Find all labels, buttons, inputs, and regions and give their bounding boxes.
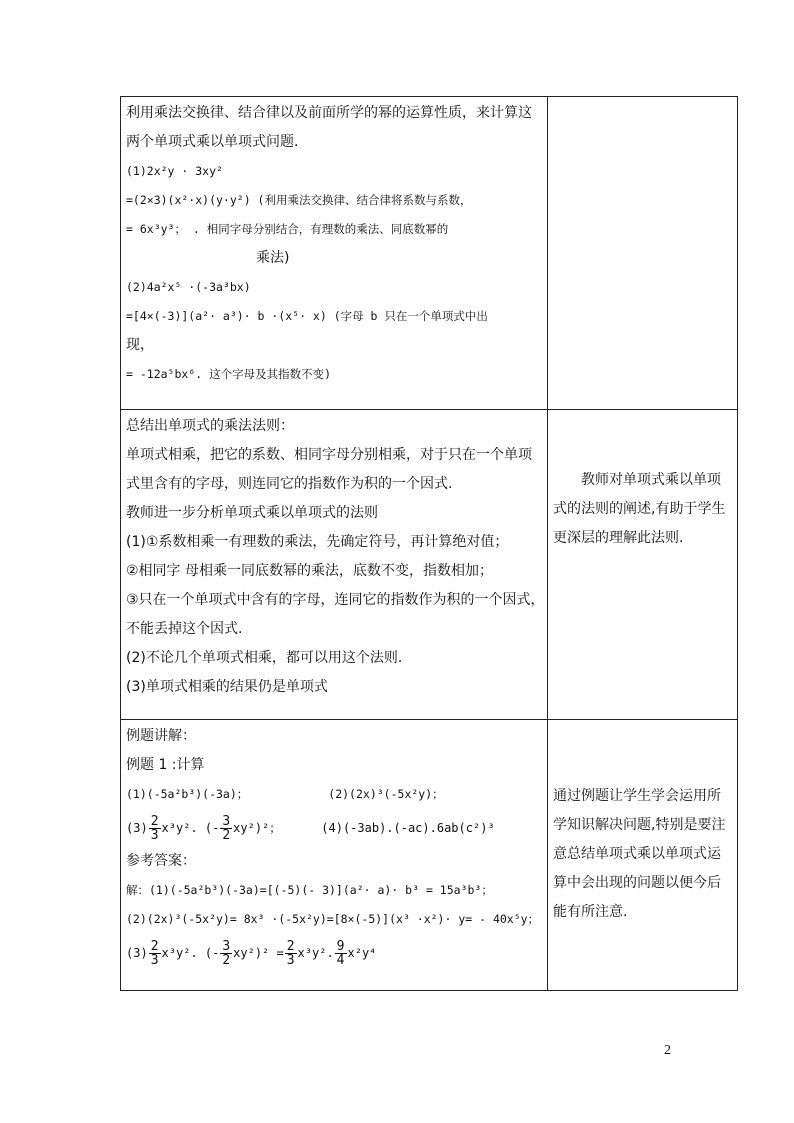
question-4: (4)(-3ab).(-ac).6ab(c²)³ [321,821,495,835]
question-line [126,780,542,809]
question-line [126,809,542,847]
side-cell [548,720,738,991]
text-line: ③只在一个单项式中含有的字母，连同它的指数作为积的一个因式， [126,592,545,608]
text-line: 乘法) [256,250,290,266]
table-row [121,410,738,720]
fraction: $\frac{3}{2}$ [222,814,231,843]
table-row [121,720,738,991]
fraction: $\frac{9}{4}$ [336,939,345,968]
text-line: 不能丢掉这个因式. [126,621,243,637]
text-line: 教师进一步分析单项式乘以单项式的法则 [126,505,378,521]
side-note: 教师对单项式乘以单项式的法则的阐述,有助于学生更深层的理解此法则. [553,472,726,546]
answer-line: (3) $\frac{2}{3}$ x³y². (- $\frac{3}{2}$ xy²)² = $\frac{2}{3}$ x³y². $\frac{9}{4}$ x²y⁴ [126,939,377,968]
side-note: 通过例题让学生学会运用所学知识解决问题,特别是要注意总结单项式乘以单项式运算中会出现的问题以便今后能有所注意. [553,788,726,920]
text-line: ②相同字 母相乘一同底数幂的乘法，底数不变，指数相加； [126,563,493,579]
text-line: 现， [126,337,154,353]
side-cell [548,97,738,410]
formula-line: =[4×(-3)](a²· a³)· b ·(x⁵· x) (字母 b 只在一个单项式中出 [126,309,488,323]
section-title: 例题讲解： [126,728,196,744]
side-cell [548,410,738,720]
lesson-table [120,96,738,991]
formula-line: =(2×3)(x²·x)(y·y²) (利用乘法交换律、结合律将系数与系数， [126,193,472,207]
formula-line: (1)2x²y · 3xy² [126,164,223,178]
text-line: (3)单项式相乘的结果仍是单项式 [126,679,328,695]
answer-line: 解：(1)(-5a²b³)(-3a)=[(-5)(- 3)](a²· a)· b³ = 15a³b³； [126,883,493,897]
formula-line: = -12a⁵bx⁶. 这个字母及其指数不变) [126,367,332,381]
question-3-term: xy²)²； [233,821,282,835]
example-title: 例题 1 :计算 [126,757,205,773]
text-line: (2)不论几个单项式相乘，都可以用这个法则. [126,650,403,666]
answer-line: (2)(2x)³(-5x²y)= 8x³ ·(-5x²y)=[8×(-5)](x³ ·x²)· y= - 40x⁵y； [126,912,540,926]
question-3-label: (3) [126,821,148,835]
text-line: 单项式相乘，把它的系数、相同字母分别相乘，对于只在一个单项 [126,447,532,463]
answer-title: 参考答案： [126,853,196,869]
content-cell [121,97,548,410]
table-row [121,97,738,410]
page-number: 2 [664,1043,671,1058]
text-line: 两个单项式乘以单项式问题. [126,134,299,150]
question-2: (2)(2x)³(-5x²y)； [328,787,444,801]
formula-line: (2)4a²x⁵ ·(-3a³bx) [126,280,251,294]
fraction: $\frac{2}{3}$ [150,939,159,968]
text-line: (1)①系数相乘一有理数的乘法，先确定符号，再计算绝对值； [126,534,509,550]
text-line: 式里含有的字母，则连同它的指数作为积的一个因式. [126,476,453,492]
fraction: $\frac{2}{3}$ [150,814,159,843]
text-line: 总结出单项式的乘法法则： [126,418,294,434]
formula-line: = 6x³y³； . 相同字母分别结合，有理数的乘法、同底数幂的 [126,222,449,236]
question-1: (1)(-5a²b³)(-3a)； [126,787,249,801]
text-line: 利用乘法交换律、结合律以及前面所学的幂的运算性质，来计算这 [126,105,532,121]
fraction: $\frac{3}{2}$ [222,939,231,968]
content-cell [121,720,548,991]
content-cell [121,410,548,720]
question-3-term: x³y². (- [161,821,220,835]
fraction: $\frac{2}{3}$ [286,939,295,968]
